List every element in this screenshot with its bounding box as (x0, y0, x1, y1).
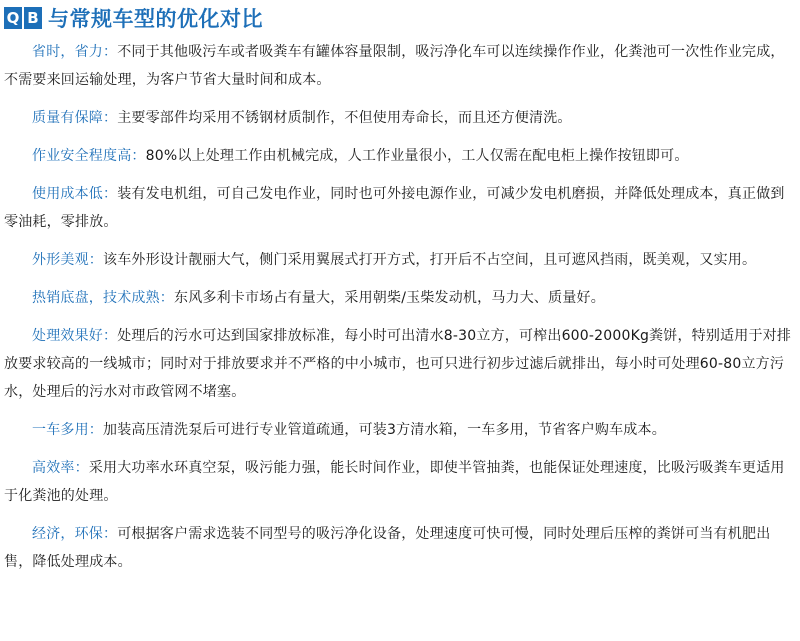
item-label: 外形美观： (32, 252, 103, 268)
list-item-quality (4, 104, 797, 132)
item-text: 不同于其他吸污车或者吸粪车有罐体容量限制，吸污净化车可以连续操作作业，化粪池可一次性作业完成，不需要来回运输处理，为客户节省大量时间和成本。 (4, 44, 785, 88)
badge-q: Q (4, 7, 22, 29)
badge-b: B (24, 7, 42, 29)
list-item-safety (4, 142, 797, 170)
item-text: 该车外形设计靓丽大气，侧门采用翼展式打开方式，打开后不占空间，且可遮风挡雨，既美观，又实用。 (103, 252, 757, 268)
comparison-list (4, 38, 797, 586)
list-item-low-cost (4, 180, 797, 236)
item-label: 质量有保障： (32, 110, 118, 126)
item-label: 高效率： (32, 460, 89, 476)
item-text: 处理后的污水可达到国家排放标准，每小时可出清水8-30立方，可榨出600-2000Kg粪饼，特别适用于对排放要求较高的一线城市；同时对于排放要求并不严格的中小城市，也可只进行初步过滤后就排出，每小时可处理60-80立方污水，处理后的污水对市政管网不堵塞。 (4, 328, 792, 400)
item-text: 加装高压清洗泵后可进行专业管道疏通，可装3方清水箱，一车多用，节省客户购车成本。 (103, 422, 666, 438)
item-label: 一车多用： (32, 422, 103, 438)
item-text: 东风多利卡市场占有量大，采用朝柴/玉柴发动机，马力大、质量好。 (174, 290, 605, 306)
item-text: 采用大功率水环真空泵，吸污能力强，能长时间作业，即使半管抽粪，也能保证处理速度，比吸污吸粪车更适用于化粪池的处理。 (4, 460, 785, 504)
list-item-treatment (4, 322, 797, 406)
page-title: 与常规车型的优化对比 (48, 7, 263, 31)
item-label: 热销底盘，技术成熟： (32, 290, 174, 306)
item-text: 装有发电机组，可自己发电作业，同时也可外接电源作业，可减少发电机磨损，并降低处理成本，真正做到零油耗，零排放。 (4, 186, 785, 230)
item-text: 主要零部件均采用不锈钢材质制作，不但使用寿命长，而且还方便清洗。 (117, 110, 572, 126)
list-item-time-saving (4, 38, 797, 94)
item-label: 经济，环保： (32, 526, 118, 542)
item-text: 可根据客户需求选装不同型号的吸污净化设备，处理速度可快可慢，同时处理后压榨的粪饼可当有机肥出售，降低处理成本。 (4, 526, 771, 570)
section-header (4, 4, 263, 32)
item-label: 省时，省力： (32, 44, 118, 60)
item-label: 使用成本低： (32, 186, 118, 202)
list-item-efficiency (4, 454, 797, 510)
item-label: 作业安全程度高： (32, 148, 146, 164)
item-text: 80%以上处理工作由机械完成，人工作业量很小，工人仅需在配电柜上操作按钮即可。 (145, 148, 689, 164)
list-item-appearance (4, 246, 797, 274)
list-item-eco (4, 520, 797, 576)
item-label: 处理效果好： (32, 328, 118, 344)
list-item-multi-use (4, 416, 797, 444)
qb-badge-icon (4, 7, 42, 29)
list-item-chassis (4, 284, 797, 312)
